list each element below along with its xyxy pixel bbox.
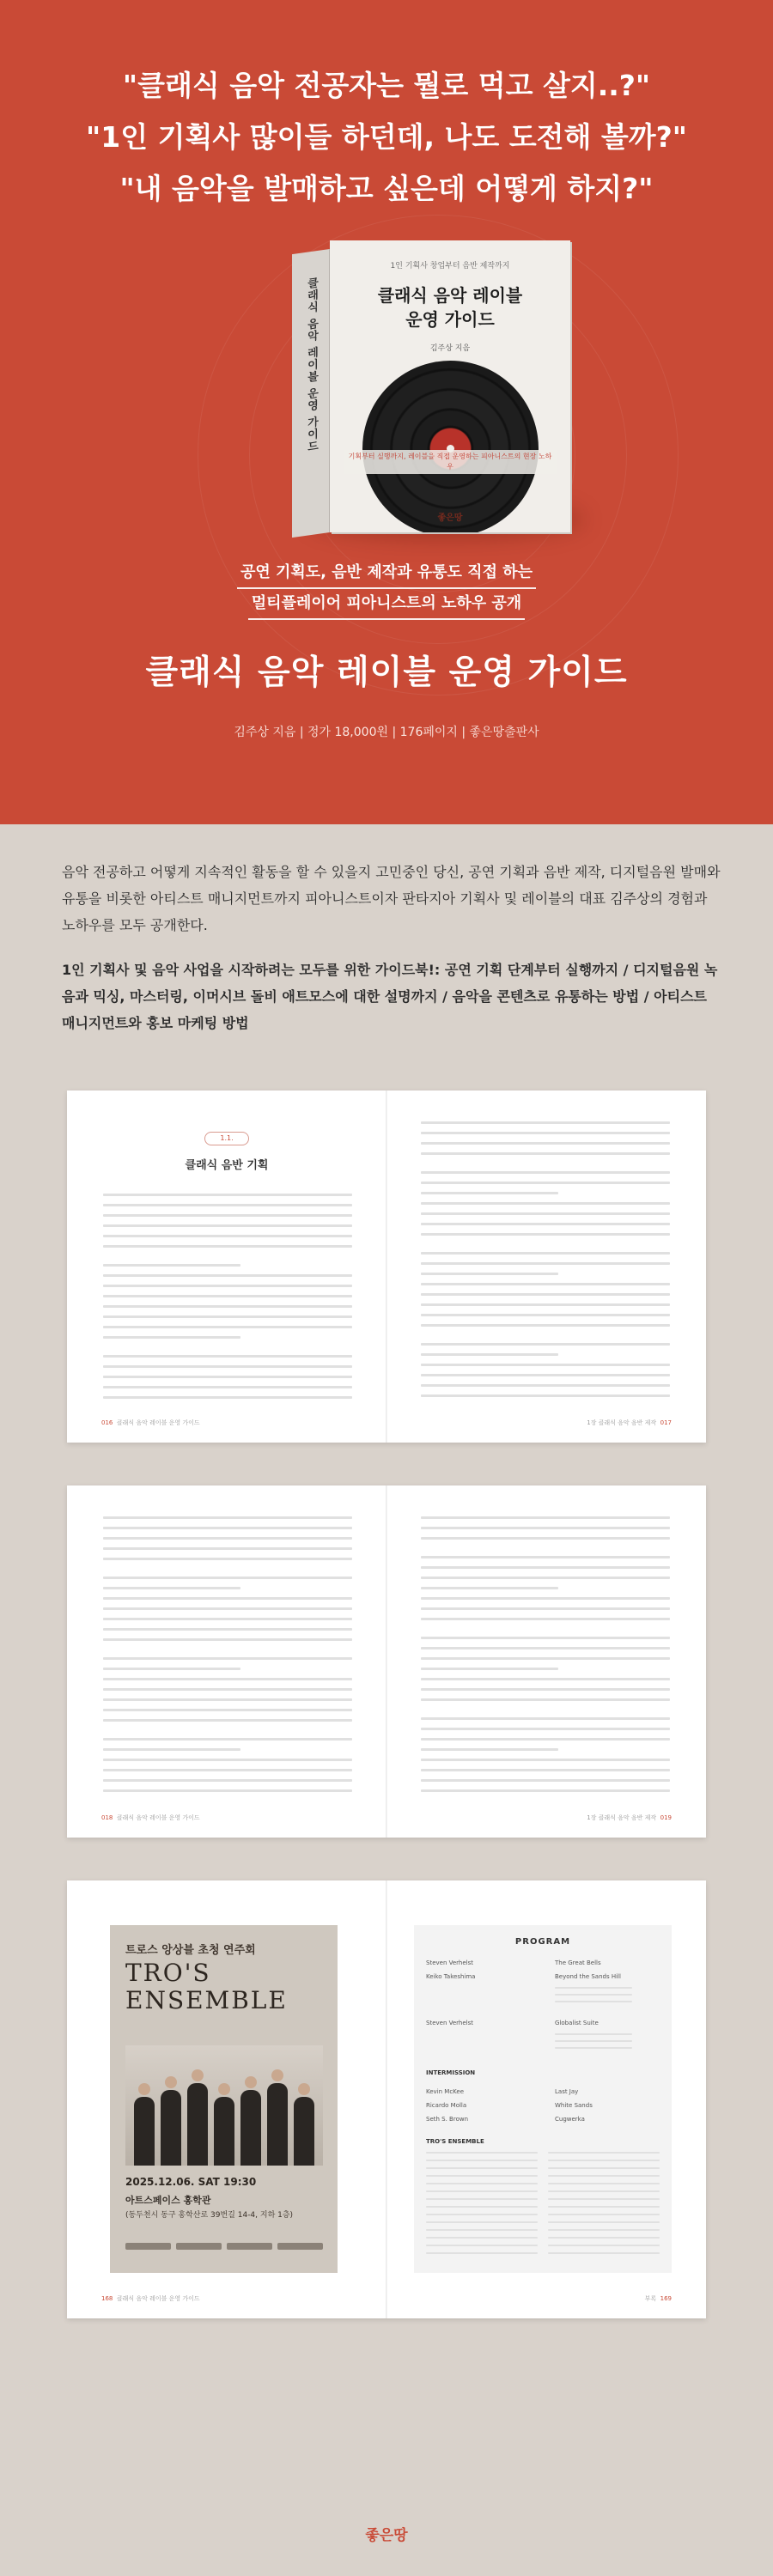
hero-quote: "클래식 음악 전공자는 뭘로 먹고 살지..?" (122, 69, 651, 102)
musician-head (271, 2069, 283, 2081)
program-work: Globalist Suite (555, 2020, 599, 2026)
folio-right: 1장 클래식 음악 음반 제작 019 (587, 1814, 672, 1821)
text-line (548, 2221, 660, 2223)
text-line (548, 2160, 660, 2161)
page-right (386, 1485, 706, 1838)
poster-title (125, 1959, 288, 2014)
page-right (386, 1091, 706, 1443)
text-line (548, 2167, 660, 2169)
text-line (548, 2229, 660, 2231)
text-line (421, 1273, 558, 1275)
spine-title: 클래식 음악 레이블 운영 가이드 (305, 276, 318, 454)
text-line (103, 1386, 352, 1388)
text-line (103, 1547, 352, 1550)
text-line (421, 1303, 670, 1306)
text-line (421, 1262, 670, 1265)
text-line (103, 1326, 352, 1328)
intro-paragraph: 음악 전공하고 어떻게 지속적인 활동을 할 수 있을지 고민중인 당신, 공연 기획과 음반 제작, 디지털음원 발매와 유통을 비롯한 아티스트 매니지먼트까지 피아니스트이자 판타지아 기획사 및 레이블의 대표 김주상의 경험과 노하우를 모두 공개한다. (62, 864, 721, 933)
program-work: Last Jay (555, 2088, 579, 2095)
text-line (421, 1283, 670, 1285)
cover-blurb: 기획부터 실행까지, 레이블을 직접 운영하는 피아니스트의 현장 노하우 (344, 450, 557, 474)
book-spine (292, 249, 330, 538)
text-line (426, 2221, 538, 2223)
text-line (555, 1994, 632, 1996)
text-line (421, 1142, 670, 1145)
concert-poster (110, 1925, 338, 2273)
text-line (421, 1769, 670, 1771)
poster-kicker: 트로스 앙상블 초청 연주회 (125, 1944, 256, 1957)
text-line (421, 1657, 670, 1660)
text-line (426, 2152, 538, 2154)
text-line (426, 2175, 538, 2177)
poster-address: (동두천시 동구 홍학산로 39번길 14-4, 지하 1층) (125, 2211, 294, 2220)
text-line (103, 1628, 352, 1631)
page-right (386, 1880, 706, 2318)
text-line (421, 1556, 670, 1558)
text-line (103, 1738, 352, 1741)
text-line (103, 1537, 352, 1540)
book-image (292, 240, 575, 550)
text-line (421, 1212, 670, 1215)
program-composer: Keiko Takeshima (426, 1973, 476, 1980)
intro-highlight: 1인 기획사 및 음악 사업을 시작하려는 모두를 위한 가이드북!: 공연 기획 단계부터 실행까지 / 디지털음원 녹음과 믹싱, 마스터링, 이머시브 돌비 애트모스에 대한 설명까지 / 음악을 콘텐츠로 유통하는 방법 / 아티스트 매니지먼트와 홍보 마케팅 방법 (62, 962, 718, 1031)
text-line (103, 1194, 352, 1196)
kicker-line: 멀티플레이어 피아니스트의 노하우 공개 (248, 589, 525, 620)
hero-quote: "1인 기획사 많이들 하던데, 나도 도전해 볼까?" (86, 120, 687, 154)
text-line (421, 1527, 670, 1529)
folio-left: 018 클래식 음악 레이블 운영 가이드 (101, 1814, 200, 1821)
program-heading: PROGRAM (514, 1937, 571, 1947)
text-line (421, 1717, 670, 1720)
text-line (421, 1343, 670, 1346)
program-composer: Steven Verhelst (426, 1959, 473, 1966)
text-line (421, 1607, 670, 1610)
program-row (426, 1959, 660, 1966)
text-line (103, 1688, 352, 1691)
book-cover (330, 240, 570, 532)
program-row (426, 1973, 660, 1980)
folio-right: 부록 169 (644, 2295, 672, 2302)
poster-date: 2025.12.06. SAT 19:30 (125, 2176, 257, 2188)
text-line (103, 1527, 352, 1529)
text-line (103, 1709, 352, 1711)
hero-quote: "내 음악을 발매하고 싶은데 어떻게 하지?" (119, 172, 654, 205)
text-line (548, 2245, 660, 2246)
text-line (421, 1121, 670, 1124)
program-row (426, 2020, 660, 2026)
text-line (421, 1789, 670, 1792)
text-line (548, 2183, 660, 2184)
hero-kicker (0, 558, 773, 620)
text-line (103, 1577, 352, 1579)
text-line (426, 2237, 538, 2239)
text-line (421, 1324, 670, 1327)
text-line (421, 1668, 558, 1670)
text-line (103, 1355, 352, 1358)
vinyl-record-icon (362, 361, 539, 532)
intro-text (62, 859, 723, 1054)
text-line (103, 1698, 352, 1701)
text-line (421, 1647, 670, 1649)
text-line (421, 1171, 670, 1174)
musician-figure (161, 2090, 181, 2166)
text-line (103, 1759, 352, 1761)
text-line (421, 1516, 670, 1519)
text-line (548, 2206, 660, 2208)
poster-title-line: ENSEMBLE (125, 1986, 288, 2014)
text-line (421, 1314, 670, 1316)
text-line (103, 1274, 352, 1277)
text-line (421, 1233, 670, 1236)
musician-figure (294, 2097, 314, 2166)
text-line (426, 2183, 538, 2184)
text-line (421, 1192, 558, 1194)
text-line (421, 1353, 558, 1356)
text-line (426, 2245, 538, 2246)
hero-banner (0, 0, 773, 824)
text-line (548, 2252, 660, 2254)
text-line (103, 1365, 352, 1368)
program-row (426, 2116, 660, 2123)
cover-title-line: 클래식 음악 레이블 (377, 285, 523, 306)
program-work: Cugwerka (555, 2116, 585, 2123)
text-line (103, 1396, 352, 1399)
text-line (421, 1678, 670, 1680)
musician-figure (267, 2083, 288, 2166)
cover-title (330, 283, 570, 331)
text-line (103, 1657, 352, 1660)
musician-head (245, 2076, 257, 2088)
text-line (555, 2040, 632, 2042)
text-line (103, 1618, 352, 1620)
text-line (421, 1394, 670, 1397)
text-line (421, 1728, 670, 1730)
musician-head (218, 2083, 230, 2095)
program-row (426, 2102, 660, 2109)
text-line (548, 2214, 660, 2215)
text-line (421, 1152, 670, 1155)
text-line (103, 1285, 352, 1287)
book-spread-1 (67, 1091, 706, 1443)
text-line (103, 1748, 240, 1751)
hero-quotes (0, 60, 773, 215)
program-composer: Kevin McKee (426, 2088, 465, 2095)
intermission-label: INTERMISSION (426, 2069, 476, 2076)
sponsor-logos (125, 2243, 323, 2255)
text-line (555, 1987, 632, 1989)
program-composer: Seth S. Brown (426, 2116, 469, 2123)
text-line (103, 1224, 352, 1227)
text-line (103, 1668, 240, 1670)
folio-left: 168 클래식 음악 레이블 운영 가이드 (101, 2295, 200, 2302)
book-meta: 김주상 지음 | 정가 18,000원 | 176페이지 | 좋은땅출판사 (234, 726, 539, 739)
text-line (421, 1384, 670, 1387)
text-line (421, 1202, 670, 1205)
page-left (67, 1485, 386, 1838)
text-line (548, 2175, 660, 2177)
book-spread-2 (67, 1485, 706, 1838)
text-line (548, 2198, 660, 2200)
text-line (426, 2190, 538, 2192)
text-line (103, 1295, 352, 1297)
text-line (421, 1374, 670, 1376)
text-line (421, 1779, 670, 1782)
musician-figure (214, 2097, 234, 2166)
musician-head (138, 2083, 150, 2095)
text-line (421, 1637, 670, 1639)
musician-head (298, 2083, 310, 2095)
program-row (426, 2088, 660, 2095)
text-line (421, 1132, 670, 1134)
text-line (103, 1204, 352, 1206)
text-line (421, 1182, 670, 1184)
text-line (426, 2160, 538, 2161)
text-line (103, 1587, 240, 1589)
folio-left: 016 클래식 음악 레이블 운영 가이드 (101, 1419, 200, 1426)
text-line (103, 1235, 352, 1237)
musician-figure (187, 2083, 208, 2166)
text-line (103, 1315, 352, 1318)
cover-title-line: 운영 가이드 (405, 309, 495, 330)
text-line (103, 1789, 352, 1792)
text-line (555, 2047, 632, 2049)
text-line (555, 2001, 632, 2002)
text-line (103, 1678, 352, 1680)
text-line (421, 1698, 670, 1701)
publisher-logo: 좋은땅 (365, 2527, 408, 2544)
text-line (421, 1618, 670, 1620)
text-line (103, 1336, 240, 1339)
program-composer: Ricardo Molla (426, 2102, 467, 2109)
text-line (555, 2033, 632, 2035)
text-line (103, 1558, 352, 1560)
chapter-title: 클래식 음반 기획 (185, 1159, 269, 1172)
poster-title-line: TRO'S (125, 1959, 211, 1987)
poster-venue: 아트스페이스 홍학관 (125, 2195, 211, 2206)
text-line (103, 1264, 240, 1267)
text-line (426, 2198, 538, 2200)
text-line (103, 1516, 352, 1519)
program-work: The Great Bells (555, 1959, 601, 1966)
text-line (421, 1566, 670, 1569)
text-line (103, 1779, 352, 1782)
text-line (103, 1214, 352, 1217)
text-line (426, 2167, 538, 2169)
text-line (426, 2229, 538, 2231)
page-left (67, 1880, 386, 2318)
cover-author: 김주상 지음 (429, 344, 471, 353)
text-line (421, 1688, 670, 1691)
text-line (421, 1748, 558, 1751)
musician-head (192, 2069, 204, 2081)
concert-program (414, 1925, 672, 2273)
program-composer: Steven Verhelst (426, 2020, 473, 2026)
text-line (421, 1537, 670, 1540)
text-line (426, 2252, 538, 2254)
cover-publisher-logo: 좋은땅 (437, 513, 463, 523)
ensemble-title: TRO'S ENSEMBLE (426, 2138, 484, 2145)
book-spread-3 (67, 1880, 706, 2318)
cover-subtitle: 1인 기획사 창업부터 음반 제작까지 (390, 262, 510, 270)
text-line (426, 2206, 538, 2208)
program-work: Beyond the Sands Hill (555, 1973, 621, 1980)
text-line (426, 2214, 538, 2215)
text-line (421, 1223, 670, 1225)
text-line (103, 1245, 352, 1248)
folio-right: 1장 클래식 음악 음반 제작 017 (587, 1419, 672, 1426)
text-line (103, 1607, 352, 1610)
text-line (548, 2152, 660, 2154)
text-line (103, 1638, 352, 1641)
musician-figure (240, 2090, 261, 2166)
page-left (67, 1091, 386, 1443)
text-line (421, 1364, 670, 1366)
musician-figure (134, 2097, 155, 2166)
ensemble-photo (125, 2045, 323, 2166)
text-line (421, 1738, 670, 1741)
text-line (421, 1587, 558, 1589)
musician-head (165, 2076, 177, 2088)
text-line (103, 1597, 352, 1600)
kicker-line: 공연 기획도, 음반 제작과 유통도 직접 하는 (237, 558, 536, 589)
text-line (548, 2190, 660, 2192)
text-line (421, 1597, 670, 1600)
text-line (421, 1293, 670, 1296)
text-line (421, 1759, 670, 1761)
text-line (103, 1719, 352, 1722)
text-line (421, 1577, 670, 1579)
book-title: 클래식 음악 레이블 운영 가이드 (145, 653, 628, 692)
program-work: White Sands (555, 2102, 593, 2109)
text-line (548, 2237, 660, 2239)
chapter-tag: 1.1. (204, 1132, 249, 1145)
text-line (421, 1252, 670, 1255)
text-line (103, 1305, 352, 1308)
text-line (103, 1376, 352, 1378)
text-line (103, 1769, 352, 1771)
